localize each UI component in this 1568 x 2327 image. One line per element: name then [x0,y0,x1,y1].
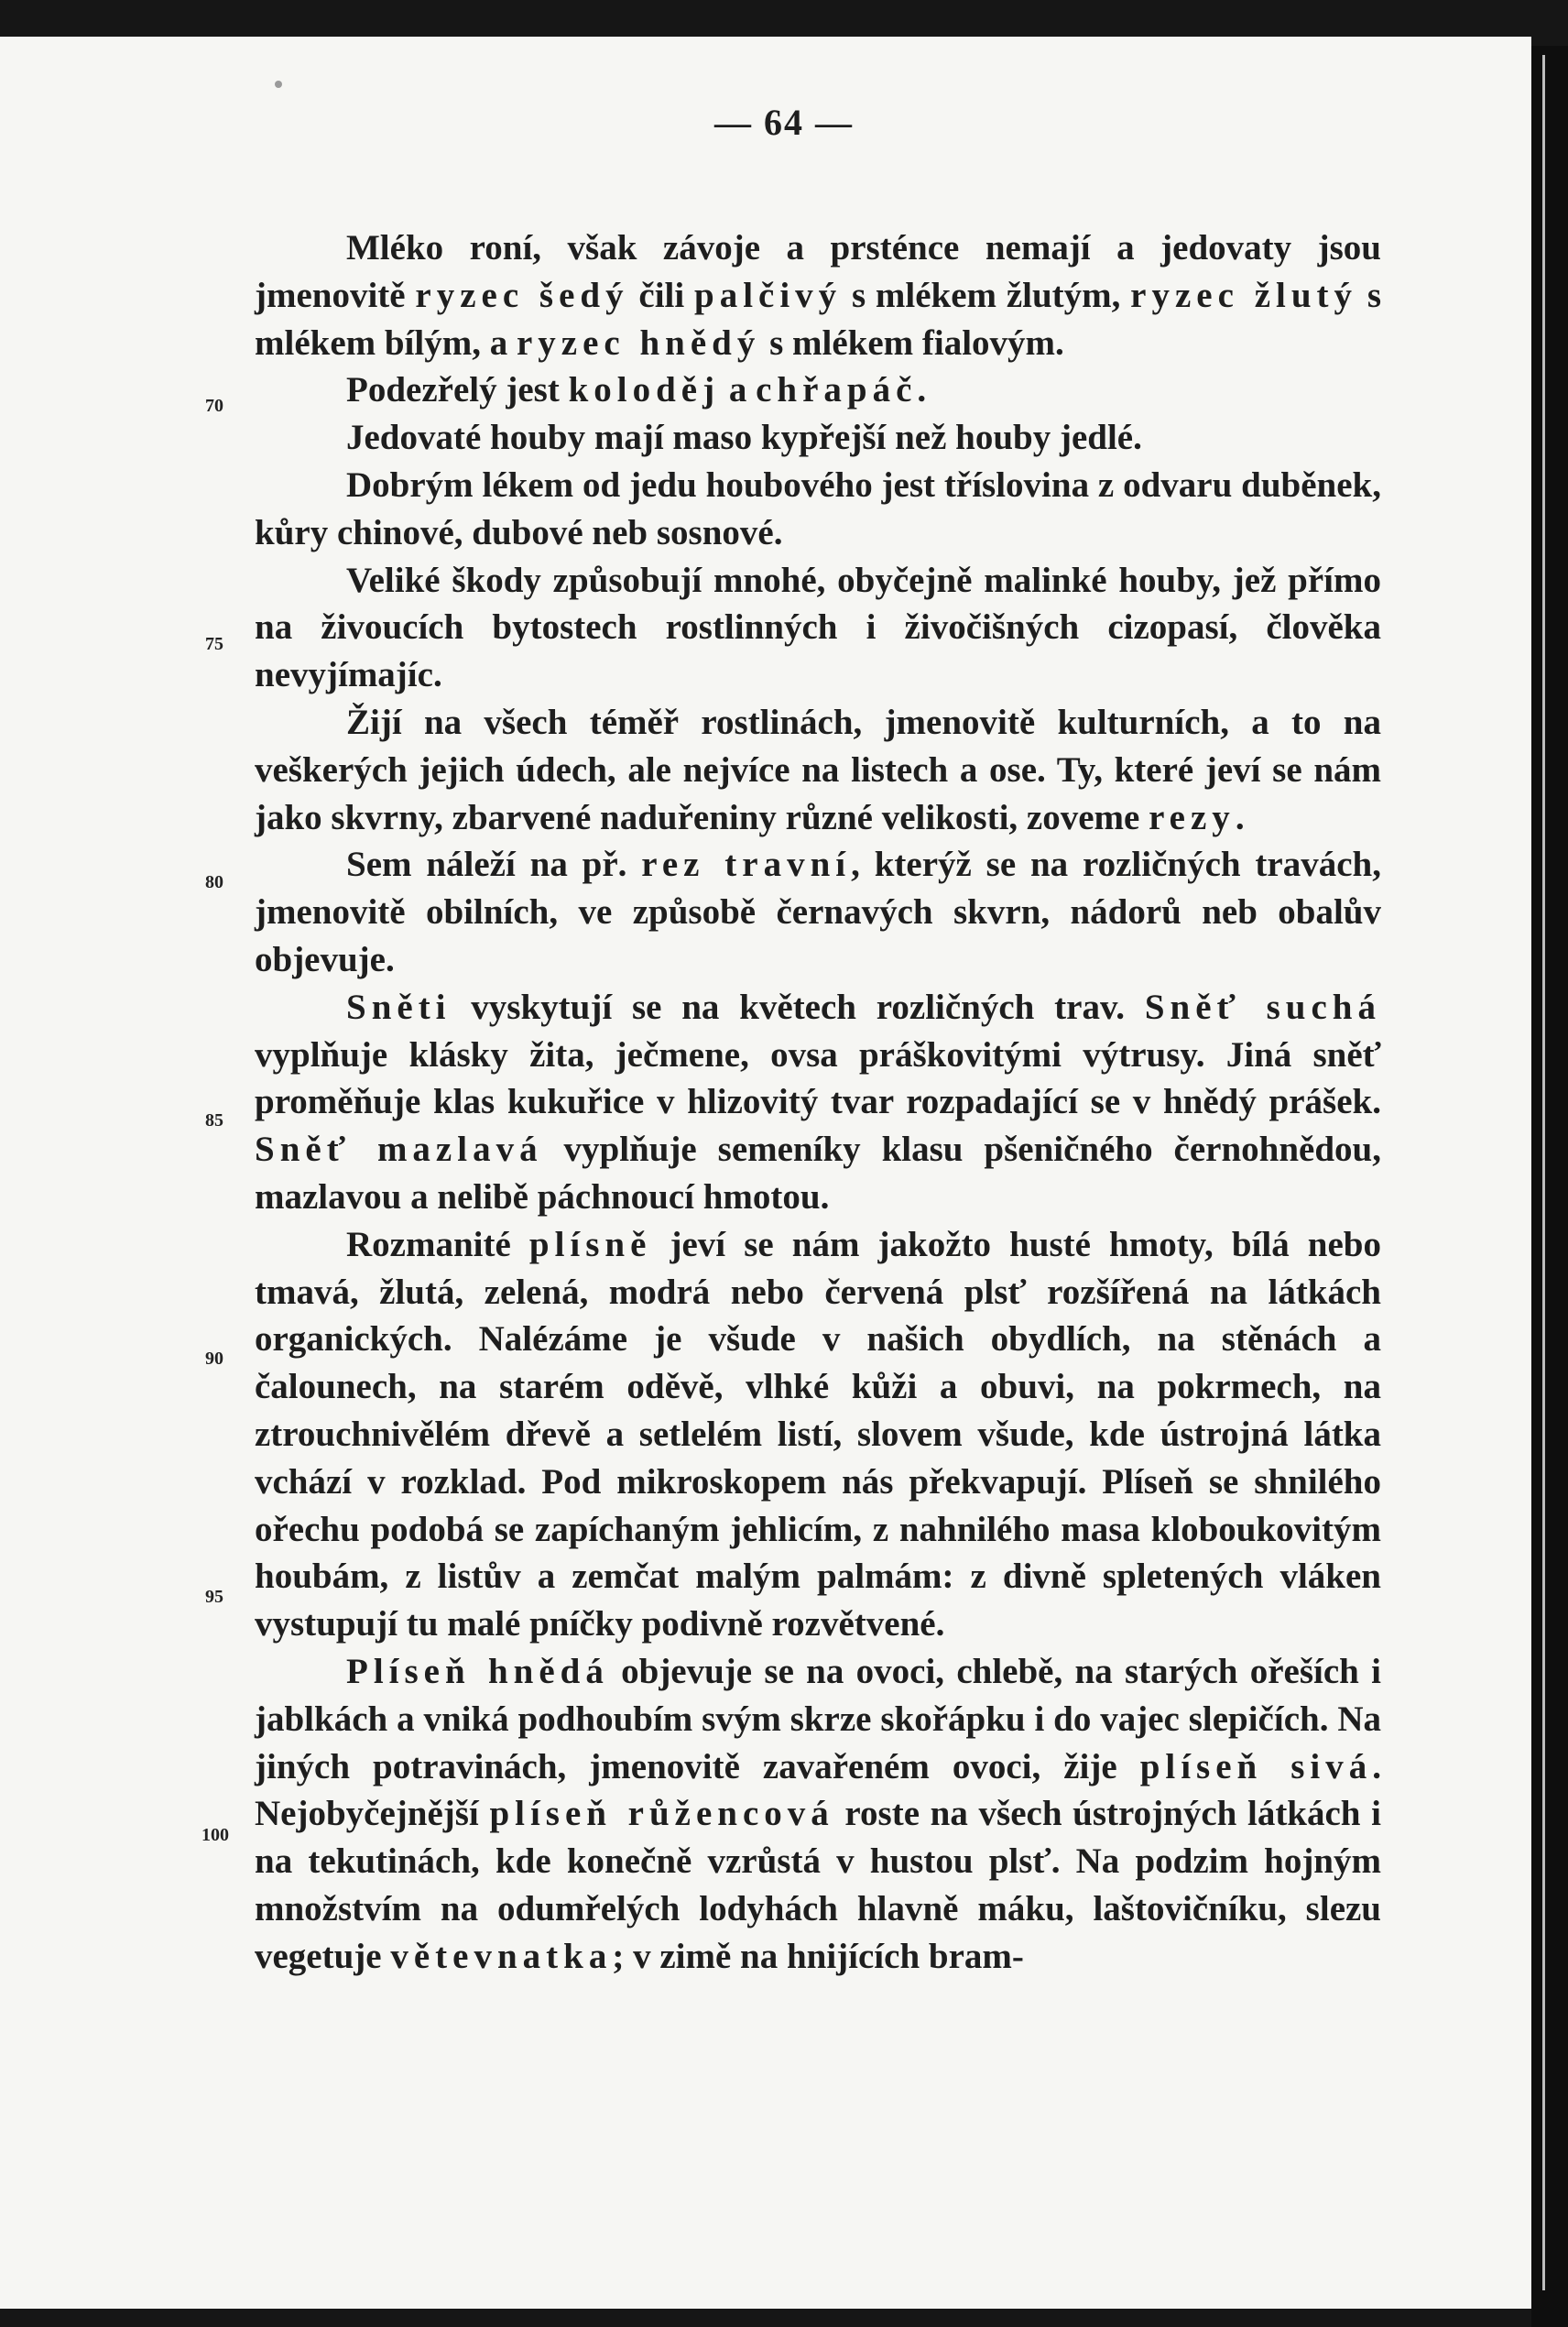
paragraph [255,841,1381,983]
spaced-term: rez travní [641,845,852,885]
ink-speck [275,81,282,88]
paragraph [255,557,1381,699]
text-run: . Nejobyčejnější [255,1746,1381,1834]
spaced-term: ryzec šedý [415,275,629,315]
paragraph [255,366,1381,414]
paragraph [255,462,1381,557]
page-edge-line [1542,55,1545,2290]
text-run: Dobrým lékem od jedu houbového jest tříslovina z odvaru duběnek, kůry chinové, dubové neb sosnové. [255,464,1381,552]
line-number: 95 [205,1587,223,1607]
spaced-term: plíseň růžencová [489,1794,834,1834]
text-run: Podezřelý jest [346,370,569,410]
spaced-term: chřapáč [756,370,918,410]
spaced-term: Sněť mazlavá [255,1130,543,1170]
line-number-margin [0,0,255,2327]
page-edge-shadow [1531,46,1568,2327]
line-number: 75 [205,634,223,654]
spaced-term: ryzec žlutý [1130,275,1358,315]
text-run: čili [628,275,694,315]
text-run: . [1235,797,1245,837]
text-run: Veliké škody způsobují mnohé, obyčejně malinké houby, jež přímo na živoucích bytostech rostlinných i živočišných cizopasí, člověka nevyjímajíc. [255,560,1381,695]
text-run: Žijí na všech téměř rostlinách, jmenovitě kulturních, a to na veškerých jejich údech, ale nejvíce na listech a ose. Ty, které jeví se nám jako skvrny, zbarvené naduřeniny různé velikosti, zoveme [255,702,1381,837]
page-number: — 64 — [714,102,854,143]
text-run: s mlékem bílým, a [255,275,1381,363]
spaced-term: palčivý [694,275,843,315]
spaced-term: Sněť suchá [1144,987,1381,1027]
paragraph [255,224,1381,366]
spaced-term: Sněti [346,987,452,1027]
paragraph [255,1221,1381,1648]
text-run: s mlékem fialovým. [760,322,1064,363]
text-run: Rozmanité [346,1224,529,1264]
paragraph [255,699,1381,841]
spaced-term: ryzec hnědý [516,322,761,363]
text-run: a [720,370,757,410]
text-run: vyplňuje klásky žita, ječmene, ovsa práškovitými výtrusy. Jiná sněť proměňuje klas kukuřice v hlizovitý tvar rozpadající se v hnědý prášek. [255,1034,1381,1122]
text-run: . [917,370,927,410]
spaced-term: koloděj [568,370,721,410]
spaced-term: plíseň sivá [1139,1746,1373,1786]
paragraph [255,984,1381,1221]
line-number: 85 [205,1110,223,1131]
paragraph [255,414,1381,462]
text-run: vyplňuje semeníky klasu pšeničného černohnědou, mazlavou a nelibě páchnoucí hmotou. [255,1130,1381,1217]
line-number: 100 [201,1825,229,1845]
spaced-term: rezy [1149,797,1236,837]
spaced-term: plísně [528,1224,652,1264]
body-text [255,224,1381,1980]
paragraph [255,1648,1381,1981]
text-run: Mléko roní, však závoje a prsténce nemají a jedovaty jsou jmenovitě [255,228,1381,315]
text-run: roste na všech ústrojných látkách i na tekutinách, kde konečně vzrůstá v hustou plsť. Na podzim hojným množstvím na odumřelých lodyhách hlavně máku, laštovičníku, slezu vegetuje [255,1794,1381,1976]
text-run: objevuje se na ovoci, chlebě, na starých ořeších i jablkách a vniká podhoubím svým skrze skořápku i do vajec slepičích. Na jiných potravinách, jmenovitě zavařeném ovoci, žije [255,1651,1381,1786]
text-run: Sem náleží na př. [346,845,642,885]
text-run: , kterýž se na rozličných travách, jmenovitě obilních, ve způsobě černavých skvrn, nádorů neb obalův objevuje. [255,845,1381,979]
spaced-term: větevnatka [390,1936,613,1976]
text-run: vyskytují se na květech rozličných trav. [451,987,1145,1027]
line-number: 70 [205,396,223,416]
text-run: s mlékem žlutým, [842,275,1131,315]
text-run: jeví se nám jakožto husté hmoty, bílá nebo tmavá, žlutá, zelená, modrá nebo červená plsť rozšířená na látkách organických. Nalézáme je všude v našich obydlích, na stěnách a čalounech, na starém oděvě, vlhké kůži a obuvi, na pokrmech, na ztrouchnivělém dřevě a setlelém listí, slovem všude, kde ústrojná látka vchází v rozklad. Pod mikroskopem nás překvapují. Plíseň se shnilého ořechu podobá se zapíchaným jehlicím, z nahnilého masa kloboukovitým houbám, z listův a zemčat malým palmám: z divně spletených vláken vystupují tu malé pníčky podivně rozvětvené. [255,1224,1381,1644]
line-number: 90 [205,1349,223,1369]
text-run: Jedovaté houby mají maso kypřejší než houby jedlé. [346,418,1142,458]
text-run: ; v zimě na hnijících bram- [612,1936,1024,1976]
spaced-term: Plíseň hnědá [346,1651,609,1691]
line-number: 80 [205,872,223,892]
